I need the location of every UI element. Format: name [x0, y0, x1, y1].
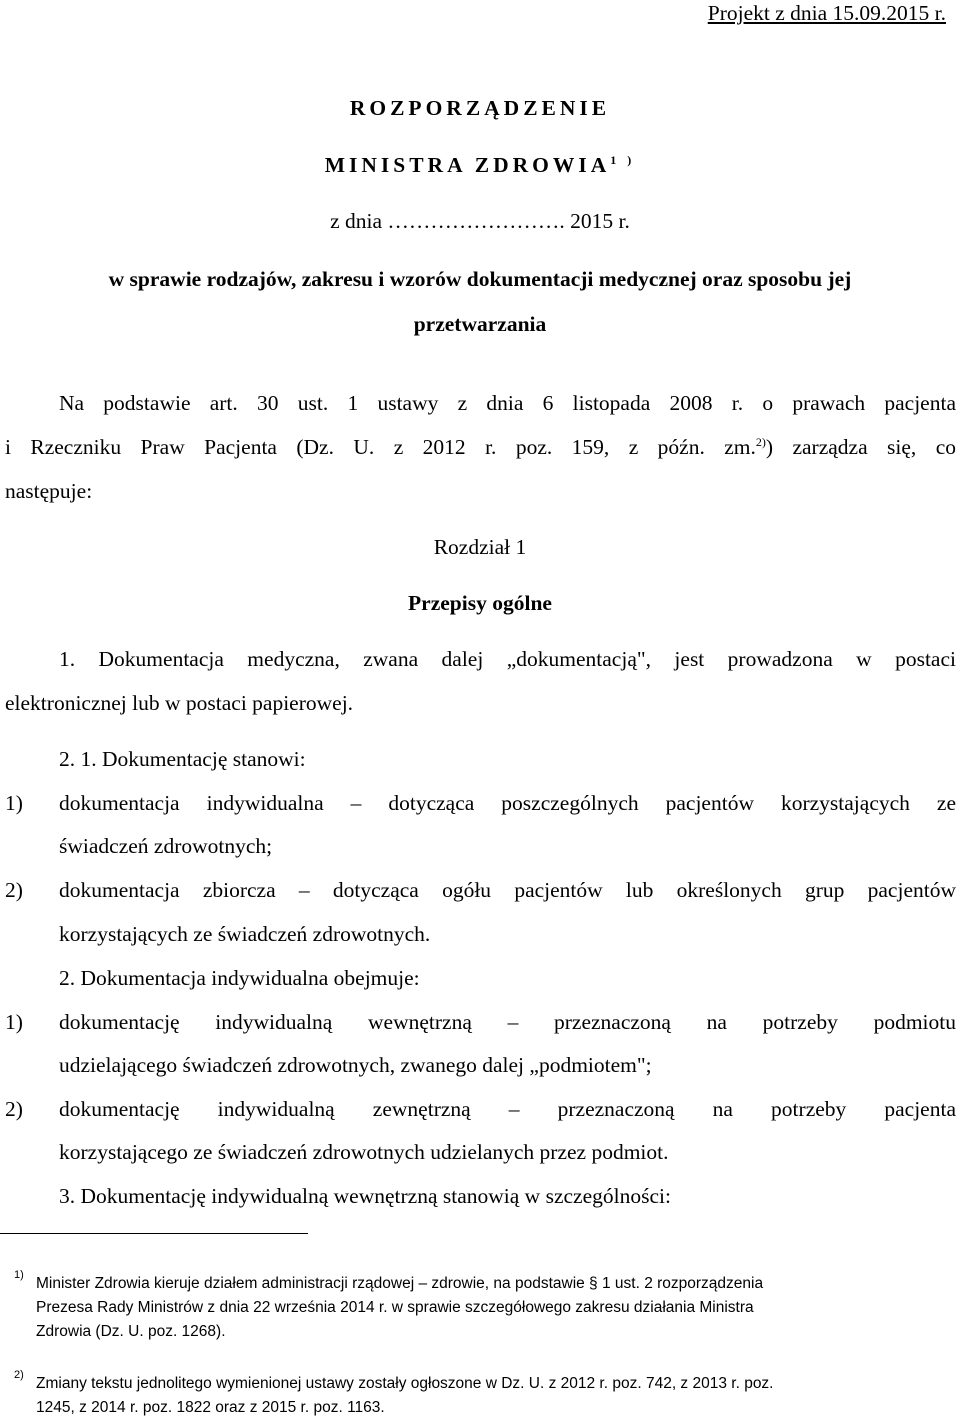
preamble-line-2: [5, 434, 956, 460]
footnote-text: Prezesa Rady Ministrów z dnia 22 września 2014 r. w sprawie szczegółowego zakresu działania Ministra: [36, 1299, 754, 1316]
footnote-mark: 1): [14, 1269, 24, 1281]
footnote-text: Zmiany tekstu jednolitego wymienionej ustawy zostały ogłoszone w Dz. U. z 2012 r. poz. 742, z 2013 r. poz.: [36, 1375, 774, 1392]
list-item-text: korzystającego ze świadczeń zdrowotnych udzielanych przez podmiot.: [59, 1140, 669, 1164]
list-item-number: 2): [5, 878, 23, 902]
paragraph-2-3: 3. Dokumentację indywidualną wewnętrzną stanowią w szczególności:: [59, 1184, 671, 1208]
list-item-number: 1): [5, 1010, 23, 1034]
list-item-text: korzystających ze świadczeń zdrowotnych.: [59, 922, 431, 946]
preamble-text-b: ) zarządza się, co: [765, 435, 956, 459]
paragraph-1-line-1: 1. Dokumentacja medyczna, zwana dalej „dokumentacją", jest prowadzona w postaci: [59, 647, 956, 671]
footnote-mark: 2): [14, 1369, 24, 1381]
paragraph-2-intro: 2. 1. Dokumentację stanowi:: [59, 747, 306, 771]
paragraph-1-line-2: elektronicznej lub w postaci papierowej.: [5, 691, 354, 715]
list-item-text: udzielającego świadczeń zdrowotnych, zwanego dalej „podmiotem";: [59, 1053, 652, 1077]
list-item-number: 2): [5, 1097, 23, 1121]
subject-line-1: w sprawie rodzajów, zakresu i wzorów dokumentacji medycznej oraz sposobu jej: [108, 267, 852, 291]
list-item-text: dokumentację indywidualną zewnętrzną – przeznaczoną na potrzeby pacjenta: [59, 1097, 956, 1121]
footnote-separator: [0, 1233, 308, 1234]
subject-line-2: przetwarzania: [413, 312, 547, 336]
footnote-text: Zdrowia (Dz. U. poz. 1268).: [36, 1323, 226, 1340]
project-date: Projekt z dnia 15.09.2015 r.: [707, 1, 946, 25]
list-item-text: świadczeń zdrowotnych;: [59, 834, 273, 858]
list-item-number: 1): [5, 791, 23, 815]
chapter-number: Rozdział 1: [433, 535, 527, 559]
preamble-footnote-mark: 2): [755, 434, 766, 449]
issuer: MINISTRA ZDROWIA: [324, 153, 611, 177]
list-item-text: dokumentacja indywidualna – dotycząca poszczególnych pacjentów korzystających ze: [59, 791, 956, 815]
issuer-footnote-mark: 1 ): [610, 152, 636, 167]
list-item-text: dokumentację indywidualną wewnętrzną – przeznaczoną na potrzeby podmiotu: [59, 1010, 956, 1034]
preamble-line-3: następuje:: [5, 479, 93, 503]
preamble-line-1: Na podstawie art. 30 ust. 1 ustawy z dnia 6 listopada 2008 r. o prawach pacjenta: [59, 391, 956, 415]
chapter-title: Przepisy ogólne: [408, 591, 552, 615]
paragraph-2-2-intro: 2. Dokumentacja indywidualna obejmuje:: [59, 966, 420, 990]
date-line: z dnia ……………………. 2015 r.: [330, 209, 630, 233]
list-item-text: dokumentacja zbiorcza – dotycząca ogółu pacjentów lub określonych grup pacjentów: [59, 878, 956, 902]
document-type: ROZPORZĄDZENIE: [349, 96, 611, 120]
preamble-text-a: i Rzeczniku Praw Pacjenta (Dz. U. z 2012 r. poz. 159, z późn. zm.: [5, 435, 756, 459]
footnote-text: Minister Zdrowia kieruje działem administracji rządowej – zdrowie, na podstawie § 1 ust. 2 rozporządzenia: [36, 1275, 764, 1292]
issuer-line: [0, 152, 960, 178]
footnote-text: 1245, z 2014 r. poz. 1822 oraz z 2015 r. poz. 1163.: [36, 1399, 385, 1416]
